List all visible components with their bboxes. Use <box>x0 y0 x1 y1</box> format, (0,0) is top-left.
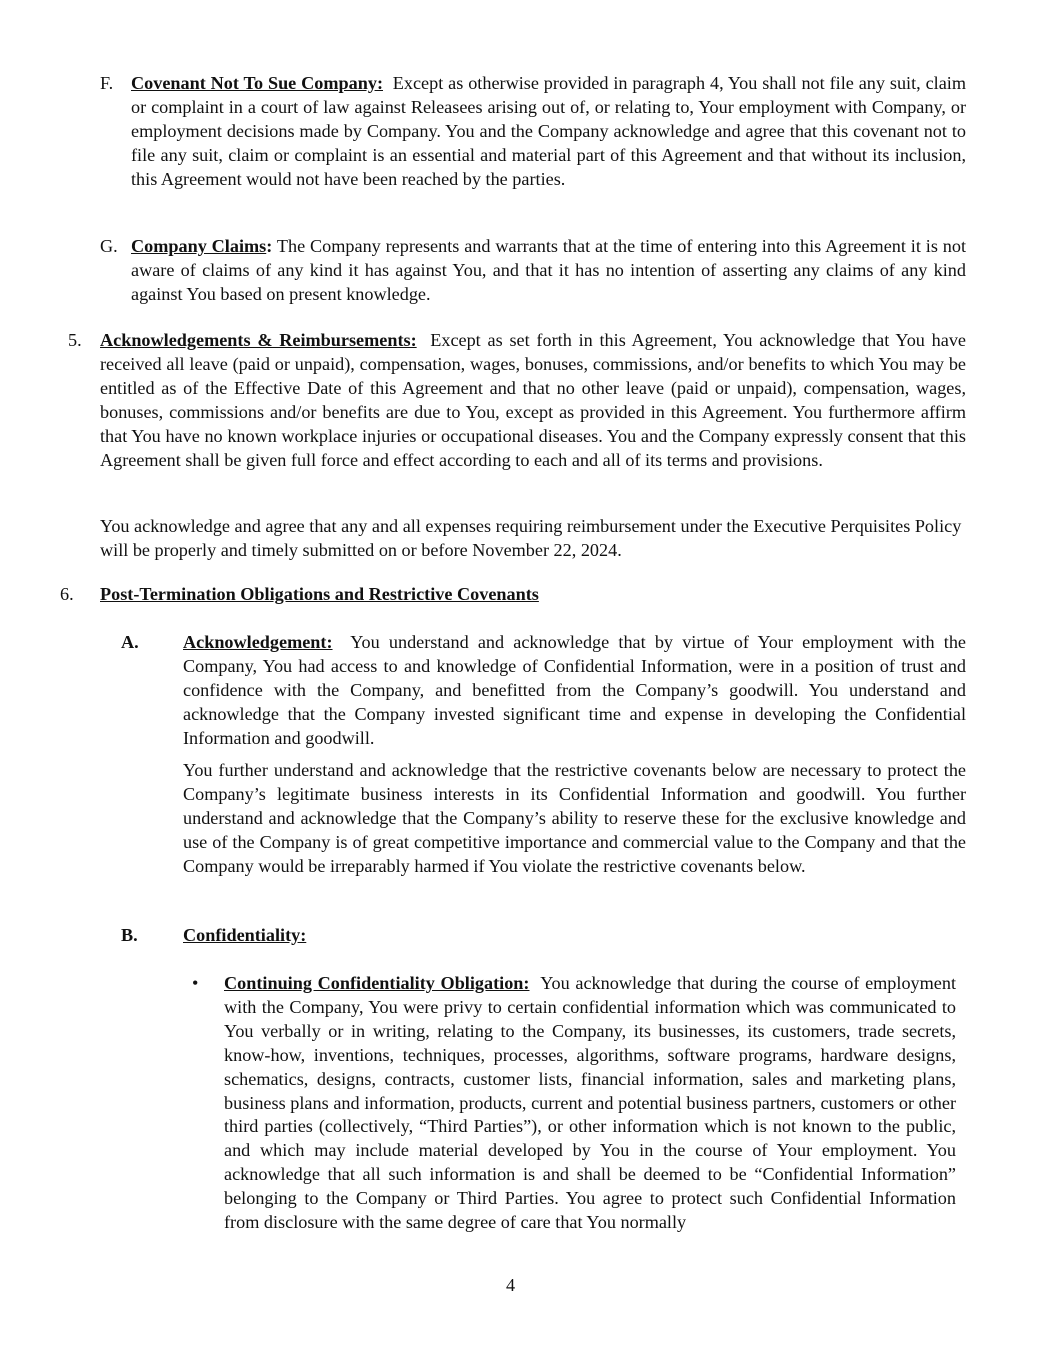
section-f-body: Except as otherwise provided in paragraph 4, You shall not file any suit, claim or complaint in a court of law against Releasees arising out of, or relating to, Your employment with Company, or employment decisions made by Company. You and the Company acknowledge and agree that this covenant not to file any suit, claim or complaint is an essential and material part of this Agreement and that without its inclusion, this Agreement would not have been reached by the parties. <box>131 73 966 189</box>
section-5-para2-text: You acknowledge and agree that any and all expenses requiring reimbursement under the Executive Perquisites Policy will be properly and timely submitted on or before November 22, 2024. <box>100 516 962 560</box>
section-f <box>131 72 966 192</box>
section-g <box>131 235 966 307</box>
section-6b-label: B. <box>121 925 138 945</box>
section-6b <box>183 924 966 948</box>
section-g-body: The Company represents and warrants that at the time of entering into this Agreement it is not aware of claims of any kind it has against You, and that it has no intention of asserting any claims of any kind against You based on present knowledge. <box>131 236 967 304</box>
section-5-body: Except as set forth in this Agreement, You acknowledge that You have received all leave (paid or unpaid), compensation, wages, bonuses, commissions, and/or benefits to which You may be entitled as of the Effective Date of this Agreement and that no other leave (paid or unpaid), compensation, wages, bonuses, commissions and/or benefits are due to You, except as provided in this Agreement. You furthermore affirm that You have no known workplace injuries or occupational diseases. You and the Company expressly consent that this Agreement shall be given full force and effect according to each and all of its terms and provisions. <box>100 330 967 470</box>
section-6-heading: Post-Termination Obligations and Restrictive Covenants <box>100 584 539 604</box>
confidentiality-bullet-heading: Continuing Confidentiality Obligation: <box>224 973 530 993</box>
section-g-heading-colon: : <box>266 236 273 256</box>
section-5-label: 5. <box>68 330 82 350</box>
page-number: 4 <box>505 1275 516 1295</box>
section-5-heading: Acknowledgements & Reimbursements: <box>100 330 417 350</box>
section-f-heading: Covenant Not To Sue Company: <box>131 73 383 93</box>
section-6-label: 6. <box>60 584 74 604</box>
section-6a-label: A. <box>121 632 139 652</box>
section-6 <box>100 583 966 607</box>
bullet-marker-icon: • <box>192 973 199 993</box>
section-6a-heading: Acknowledgement: <box>183 632 333 652</box>
confidentiality-bullet <box>224 972 956 1235</box>
section-6a-para2-text: You further understand and acknowledge that the restrictive covenants below are necessary to protect the Company’s legitimate business interests in its Confidential Information and goodwill. You further understand and acknowledge that the Company’s ability to reserve these for the exclusive knowledge and use of the Company is of great competitive importance and commercial value to the Company and that the Company would be irreparably harmed if You violate the restrictive covenants below. <box>183 760 966 876</box>
confidentiality-bullet-body: You acknowledge that during the course of employment with the Company, You were privy to certain confidential information which was communicated to You verbally or in writing, relating to the Company, its businesses, its customers, trade secrets, know-how, inventions, techniques, processes, algorithms, software programs, hardware designs, schematics, designs, contracts, customer lists, financial information, sales and marketing plans, business plans and information, products, current and potential business partners, customers or other third parties (collectively, “Third Parties”), or other information which is not known to the public, and which may include material developed by You in the course of Your employment. You acknowledge that all such information is and shall be deemed to be “Confidential Information” belonging to the Company or Third Parties. You agree to protect such Confidential Information from disclosure with the same degree of care that You normally <box>224 973 957 1233</box>
section-f-label: F. <box>100 73 114 93</box>
section-g-label: G. <box>100 236 118 256</box>
section-6a-body: You understand and acknowledge that by virtue of Your employment with the Company, You had access to and knowledge of Confidential Information, were in a position of trust and confidence with the Company, and benefitted from the Company’s goodwill. You understand and acknowledge that the Company invested significant time and expense in developing the Confidential Information and goodwill. <box>183 632 966 748</box>
section-6b-heading: Confidentiality: <box>183 925 307 945</box>
section-5 <box>100 329 966 472</box>
section-5-para2 <box>100 515 966 563</box>
section-6a <box>183 631 966 751</box>
section-6a-para2 <box>183 759 966 879</box>
section-g-heading: Company Claims <box>131 236 267 256</box>
